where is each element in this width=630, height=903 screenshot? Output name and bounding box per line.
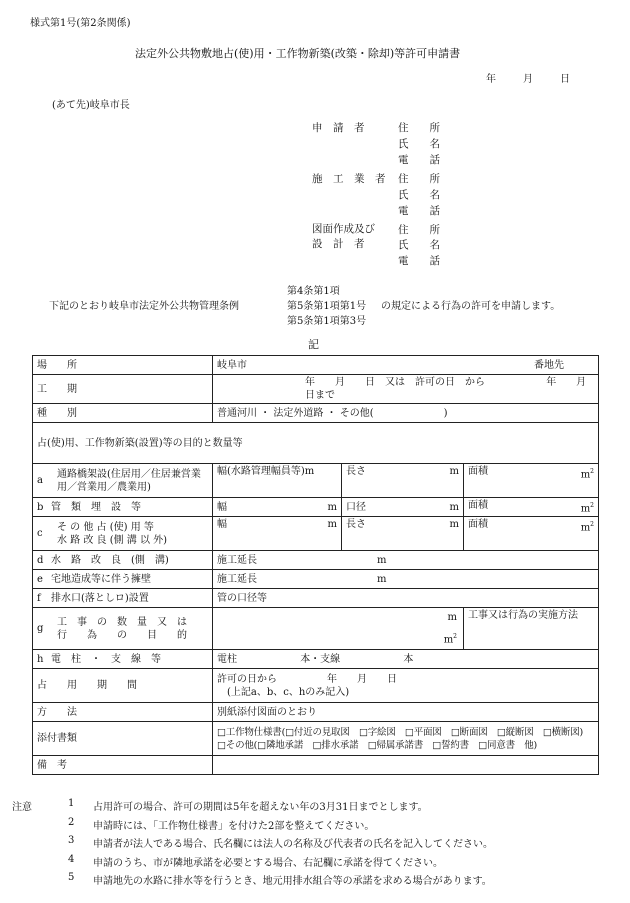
applicant-address-label: 住 所 xyxy=(398,122,440,134)
date-day: 日 xyxy=(560,74,570,85)
ki-heading: 記 xyxy=(308,338,319,351)
row-b-diameter-field[interactable] xyxy=(342,498,464,517)
row-c-label-2: 水 路 改 良 (側 溝 以 外) xyxy=(57,534,168,546)
row-c-width-unit: m xyxy=(327,519,337,531)
row-g-mark: g xyxy=(37,622,44,634)
row-h-guy-label: 本・支線 xyxy=(300,653,341,665)
note-number: 2 xyxy=(68,816,75,828)
note-text: 申請のうち、市が隣地承諾を必要とする場合、右記欄に承諾を得てください。 xyxy=(93,857,443,869)
table-row-type xyxy=(33,404,599,423)
row-d-text: 施工延長 xyxy=(217,554,257,566)
row-c-mark: c xyxy=(37,527,43,539)
location-label: 場 所 xyxy=(33,356,213,375)
application-table xyxy=(32,355,607,775)
row-g-label-1: 工 事 の 数 量 又 は xyxy=(57,616,187,628)
row-g-quantity-field[interactable]: m $m^2$ xyxy=(213,608,464,650)
row-a-width-field[interactable] xyxy=(213,464,342,498)
row-a-area-field[interactable]: 面積 $m^2$ xyxy=(464,464,599,498)
note-item xyxy=(12,872,622,891)
row-b-diameter-unit: m xyxy=(449,501,459,513)
period-field[interactable] xyxy=(213,375,607,404)
occupancy-label: 占 用 期 間 xyxy=(33,669,213,703)
table-row-purpose-header xyxy=(33,423,599,464)
row-c-area-field[interactable]: 面積 $m^2$ xyxy=(464,517,599,551)
row-a-label-cell xyxy=(33,464,213,498)
occupancy-text-1: 許可の日から 年 月 日 xyxy=(217,673,397,685)
row-h-label: 電 柱 ・ 支 線 等 xyxy=(51,653,161,665)
row-b-label-cell xyxy=(33,498,213,517)
row-b-width-unit: m xyxy=(327,501,337,513)
row-b-width-field[interactable] xyxy=(213,498,342,517)
table-row-b xyxy=(33,498,599,517)
note-number: 4 xyxy=(68,853,75,865)
period-end: 年 月 日まで xyxy=(305,377,607,401)
table-row-remarks xyxy=(33,756,599,775)
row-c-area-label: 面積 xyxy=(468,519,488,531)
row-c-length-unit: m xyxy=(449,519,459,531)
method-label: 方 法 xyxy=(33,703,213,722)
row-c-label-1: そ の 他 占 (使) 用 等 xyxy=(57,521,154,533)
row-b-area-field[interactable]: 面積 $m^2$ xyxy=(464,498,599,517)
table-row-f xyxy=(33,589,599,608)
type-field[interactable]: 普通河川 ・ 法定外道路 ・ その他( ) xyxy=(213,404,599,423)
designer-role: 図面作成及び 設 計 者 xyxy=(312,223,375,250)
row-g-unit-1: m xyxy=(447,612,457,624)
row-c-width-field[interactable] xyxy=(213,517,342,551)
row-c-length-label: 長さ xyxy=(346,519,366,531)
row-c-label-cell xyxy=(33,517,213,551)
note-text: 申請地先の水路に排水等を行うとき、地元用排水組合等の承諾を求める場合があります。 xyxy=(93,876,492,887)
row-a-width-label: 幅(水路管理幅員等)m xyxy=(217,466,315,477)
table-row-attachments xyxy=(33,722,599,756)
form-number: 様式第1号(第2条関係) xyxy=(30,18,131,29)
row-b-label: 管 類 埋 設 等 xyxy=(51,501,141,513)
note-number: 3 xyxy=(68,835,75,846)
purpose-header: 占(使)用、工作物新築(設置)等の目的と数量等 xyxy=(33,423,599,464)
row-f-label: 排水口(落としロ)設置 xyxy=(51,592,149,604)
contractor-role: 施 工 業 者 xyxy=(312,173,386,185)
row-d-unit: m xyxy=(377,554,387,566)
document-title: 法定外公共物敷地占(使)用・工作物新築(改築・除却)等許可申請書 xyxy=(135,47,461,60)
table-row-e xyxy=(33,570,599,589)
row-a-area-label: 面積 xyxy=(468,466,488,477)
note-number: 5 xyxy=(68,872,75,883)
intro-prefix: 下記のとおり岐阜市法定外公共物管理条例 xyxy=(49,301,239,312)
attachments-line-1: □工作物仕様書(□付近の見取図 □字絵図 □平面図 □断面図 □縦断図 □横断図) xyxy=(217,726,584,738)
notes-label: 注意 xyxy=(12,802,32,813)
applicant-phone-label: 電 話 xyxy=(398,154,440,166)
article-option-2: 第5条第1項第1号 xyxy=(287,301,367,312)
row-g-label-cell xyxy=(33,608,213,650)
period-label: 工 期 xyxy=(33,375,213,404)
note-item xyxy=(12,817,622,836)
contractor-phone-label: 電 話 xyxy=(398,205,440,217)
note-item xyxy=(12,835,622,854)
note-number: 1 xyxy=(68,798,75,809)
row-f-text: 管の口径等 xyxy=(217,592,267,604)
row-a-length-unit: m xyxy=(449,466,459,477)
attachments-field[interactable] xyxy=(213,722,599,756)
contractor-name-label: 氏 名 xyxy=(398,189,440,201)
row-b-diameter-label: 口径 xyxy=(346,501,366,513)
row-h-mark: h xyxy=(37,653,44,665)
row-h-guy-unit: 本 xyxy=(403,653,414,665)
row-h-pole-label: 電柱 xyxy=(217,653,237,665)
row-e-label: 宅地造成等に伴う擁壁 xyxy=(51,573,151,585)
applicant-role: 申 請 者 xyxy=(312,122,365,134)
row-a-area-unit: m xyxy=(580,469,591,481)
row-g-label-2: 行 為 の 目 的 xyxy=(57,629,187,641)
row-a-label: 通路橋架設(住居用／住居兼営業用／営業用／農業用) xyxy=(57,468,201,493)
intro-suffix: の規定による行為の許可を申請します。 xyxy=(381,301,561,312)
table-row-location xyxy=(33,356,599,375)
designer-address-label: 住 所 xyxy=(398,224,440,236)
note-item xyxy=(12,798,622,817)
row-d-label: 水 路 改 良 (側 溝) xyxy=(51,554,169,566)
row-a-mark: a xyxy=(37,474,43,486)
note-text: 占用許可の場合、許可の期間は5年を超えない年の3月31日までとします。 xyxy=(93,802,428,813)
row-c-width-label: 幅 xyxy=(217,519,227,531)
row-d-field[interactable] xyxy=(213,551,599,570)
attachments-line-2: □その他(□隣地承諾 □排水承諾 □帰属承諾書 □誓約書 □同意書 他) xyxy=(217,739,538,751)
period-start: 年 月 日 又は 許可の日 から xyxy=(305,377,485,388)
table-row-d xyxy=(33,551,599,570)
designer-phone-label: 電 話 xyxy=(398,255,440,267)
table-row-method xyxy=(33,703,599,722)
row-b-area-label: 面積 xyxy=(468,500,488,511)
location-field[interactable] xyxy=(213,356,599,375)
method-field[interactable]: 別紙添付図面のとおり xyxy=(213,703,599,722)
row-a-length-field[interactable] xyxy=(342,464,464,498)
row-c-length-field[interactable] xyxy=(342,517,464,551)
row-d-label-cell xyxy=(33,551,213,570)
table-row-occupancy xyxy=(33,669,599,703)
row-f-mark: f xyxy=(37,592,41,604)
occupancy-field[interactable] xyxy=(213,669,599,703)
table-row-period xyxy=(33,375,599,404)
addressee: (あて先)岐阜市長 xyxy=(52,100,130,111)
row-e-text: 施工延長 xyxy=(217,573,257,585)
location-city: 岐阜市 xyxy=(217,359,247,371)
row-g-unit-2: m xyxy=(443,634,454,646)
row-b-mark: b xyxy=(37,501,44,513)
type-label: 種 別 xyxy=(33,404,213,423)
contractor-address-label: 住 所 xyxy=(398,173,440,185)
occupancy-text-2: (上記a、b、c、hのみ記入) xyxy=(227,686,350,698)
table-row-c xyxy=(33,517,599,551)
note-item xyxy=(12,854,622,873)
row-b-width-label: 幅 xyxy=(217,501,227,513)
article-option-3: 第5条第1項第3号 xyxy=(287,316,367,327)
note-text: 申請者が法人である場合、氏名欄には法人の名称及び代表者の氏名を記入してください。 xyxy=(93,839,493,850)
table-row-h xyxy=(33,650,599,669)
row-e-label-cell xyxy=(33,570,213,589)
row-a-length-label: 長さ xyxy=(346,466,366,477)
row-e-unit: m xyxy=(377,573,387,585)
note-text: 申請時には、「工作物仕様書」を付けた2部を整えてください。 xyxy=(93,820,375,832)
date-month: 月 xyxy=(523,74,533,85)
article-option-1: 第4条第1項 xyxy=(287,286,340,297)
row-f-label-cell xyxy=(33,589,213,608)
row-e-mark: e xyxy=(37,573,43,585)
row-d-mark: d xyxy=(37,554,44,566)
row-b-area-unit: m xyxy=(580,503,591,515)
applicant-name-label: 氏 名 xyxy=(398,138,440,150)
location-suffix: 番地先 xyxy=(534,359,564,371)
attachments-label: 添付書類 xyxy=(33,722,213,756)
remarks-field[interactable] xyxy=(213,756,599,775)
remarks-label: 備 考 xyxy=(33,756,213,775)
notes-section xyxy=(12,798,622,891)
designer-name-label: 氏 名 xyxy=(398,239,440,251)
table-row-a xyxy=(33,464,599,498)
row-f-field[interactable] xyxy=(213,589,599,608)
row-g-method-field[interactable] xyxy=(464,608,599,650)
row-h-label-cell xyxy=(33,650,213,669)
row-c-area-unit: m xyxy=(580,522,591,534)
row-h-field[interactable] xyxy=(213,650,599,669)
date-year: 年 xyxy=(486,74,496,85)
table-row-g xyxy=(33,608,599,650)
row-e-field[interactable] xyxy=(213,570,599,589)
row-g-method-label: 工事又は行為の実施方法 xyxy=(468,610,578,622)
